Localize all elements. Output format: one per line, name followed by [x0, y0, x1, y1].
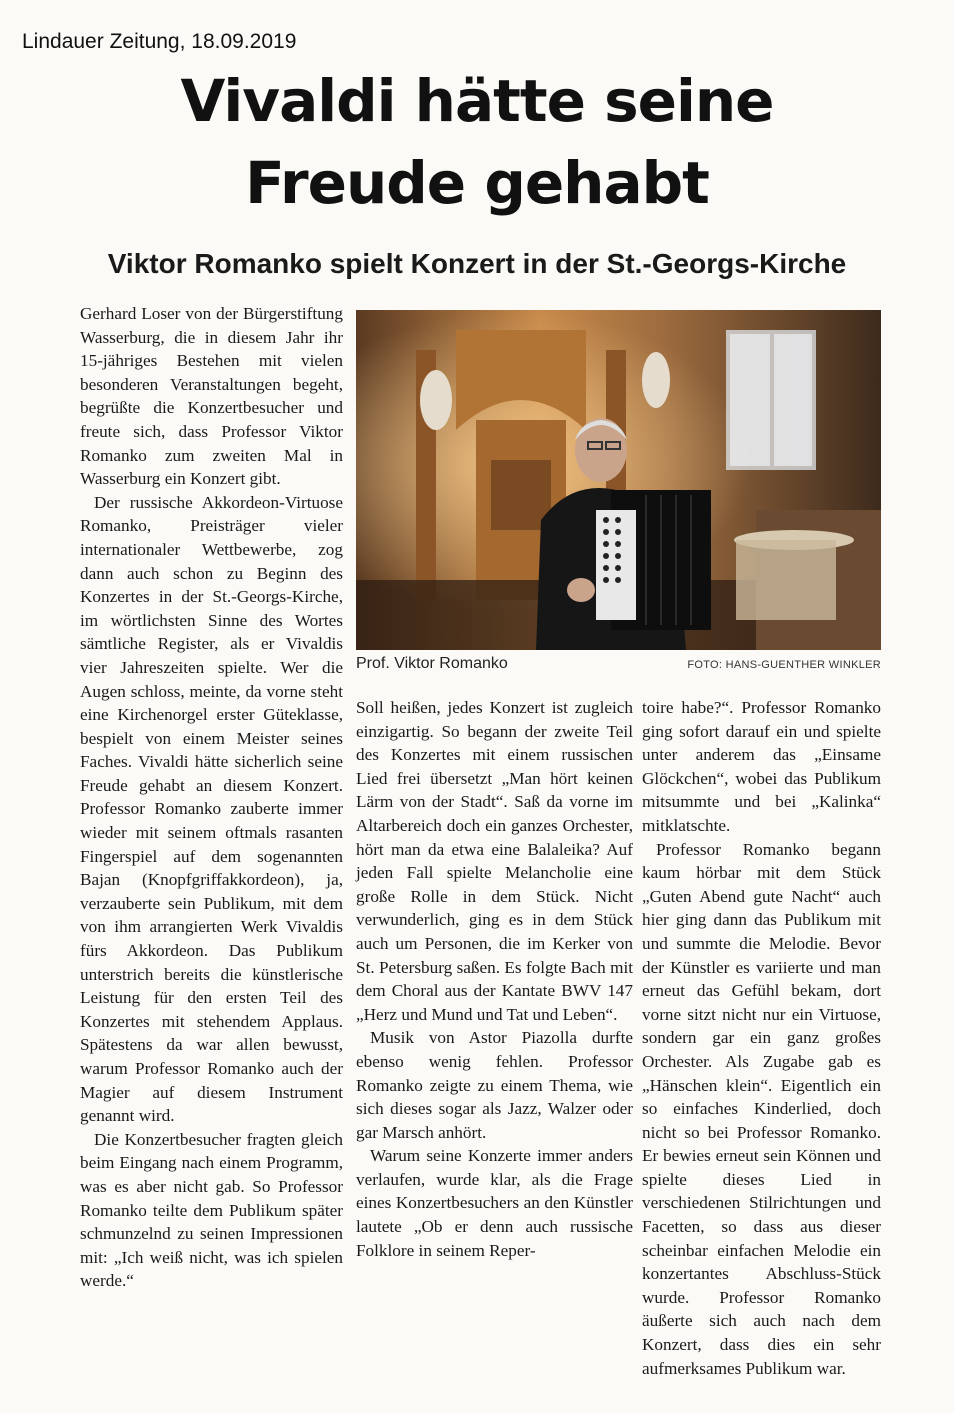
- paragraph: Die Konzertbesucher fragten gleich beim Eingang nach einem Programm, was es aber nicht gab. So Professor Romanko teilte dem Publikum später schmunzelnd zu seinen Impressionen mit: „Ich weiß nicht, was ich spielen werde.“: [80, 1129, 343, 1291]
- source-line: Lindauer Zeitung, 18.09.2019: [22, 30, 297, 53]
- article-column-3: [642, 696, 881, 1380]
- headline-line-2: Freude gehabt: [245, 149, 709, 217]
- article-column-1: [80, 302, 343, 1293]
- paragraph: Musik von Astor Piazolla durfte ebenso wenig fehlen. Professor Romanko zeigte zu einem Thema, wie sich dieses sogar als Jazz, Walzer oder gar Marsch anhört.: [356, 1028, 633, 1142]
- article-photo: [356, 310, 881, 650]
- paragraph: Professor Romanko begann kaum hörbar mit dem Stück „Guten Abend gute Nacht“ auch hier ging dann das Publikum mit und summte die Melodie. Bevor der Künstler es variierte und man erneut das Gefühl bekam, dort vorne sitzt nicht nur ein Virtuose, sondern gar ein ganz großes Orchester. Als Zugabe gab es „Hänschen klein“. Eigentlich ein so einfaches Kinderlied, doch nicht so bei Professor Romanko. Er bewies erneut sein Können und spielte dieses Lied in verschiedenen Stilrichtungen und Facetten, so dass aus dieser scheinbar einfachen Melodie ein konzertantes Abschluss-Stück wurde. Professor Romanko äußerte sich auch nach dem Konzert, dass dies ein sehr aufmerksames Publikum war.: [642, 839, 881, 1378]
- paragraph: Soll heißen, jedes Konzert ist zugleich einzigartig. So begann der zweite Teil des Konzertes mit einem russischen Lied frei übersetzt „Man hört keinen Lärm von der Stadt“. Saß da vorne im Altarbereich doch ein ganzes Orchester, hört man da etwa eine Balaleika? Auf jeden Fall spielte Melancholie eine große Rolle in dem Stück. Nicht verwunderlich, ging es in dem Stück auch um Personen, die im Kerker von St. Petersburg saßen. Es folgte Bach mit dem Choral aus der Kantate BWV 147 „Herz und Mund und Tat und Leben“.: [356, 698, 633, 1024]
- paragraph: Der russische Akkordeon-Virtuose Romanko, Preisträger vieler internationaler Wettbewerbe, zog dann auch schon zu Beginn des Konzertes in der St.-Georgs-Kirche, im wörtlichsten Sinne des Wortes sämtliche Register, als er Vivaldis vier Jahreszeiten spielte. Wer die Augen schloss, meinte, da vorne steht eine Kirchenorgel erster Güteklasse, bespielt von einem Meister seines Faches. Vivaldi hätte sicherlich seine Freude gehabt an diesem Konzert. Professor Romanko zauberte immer wieder mit seinem oftmals rasanten Fingerspiel auf dem sogenannten Bajan (Knopfgriffakkordeon), ja, verzauberte sein Publikum, mit dem von ihm arrangierten Werk Vivaldis fürs Akkordeon. Das Publikum unterstrich bereits die künstlerische Leistung für den ersten Teil des Konzertes mit stehendem Applaus. Spätestens da war allen bewusst, warum Professor Romanko auch der Magier auf diesem Instrument genannt wird.: [80, 492, 343, 1126]
- church-accordion-photo: [356, 310, 881, 650]
- paragraph: Warum seine Konzerte immer anders verlaufen, wurde klar, als die Frage eines Konzertbesuchers an den Künstler lautete „Ob er denn auch russische Folklore in seinem Reper-: [356, 1146, 633, 1260]
- article-column-2: [356, 696, 633, 1262]
- headline-line-1: Vivaldi hätte seine: [180, 67, 774, 135]
- paragraph: toire habe?“. Professor Romanko ging sofort darauf ein und spielte unter anderem das „Einsame Glöckchen“, wobei das Publikum mitsummte und bei „Kalinka“ mitklatschte.: [642, 698, 881, 835]
- paragraph: Gerhard Loser von der Bürgerstiftung Wasserburg, die in diesem Jahr ihr 15-jähriges Bestehen mit vielen besonderen Veranstaltungen begeht, begrüßte die Konzertbesucher und freute sich, dass Professor Viktor Romanko zum zweiten Mal in Wasserburg ein Konzert gibt.: [80, 304, 343, 489]
- photo-caption: Prof. Viktor Romanko: [356, 655, 508, 672]
- subheadline: Viktor Romanko spielt Konzert in der St.-Georgs-Kirche: [107, 248, 847, 279]
- photo-credit: FOTO: HANS-GUENTHER WINKLER: [687, 659, 881, 671]
